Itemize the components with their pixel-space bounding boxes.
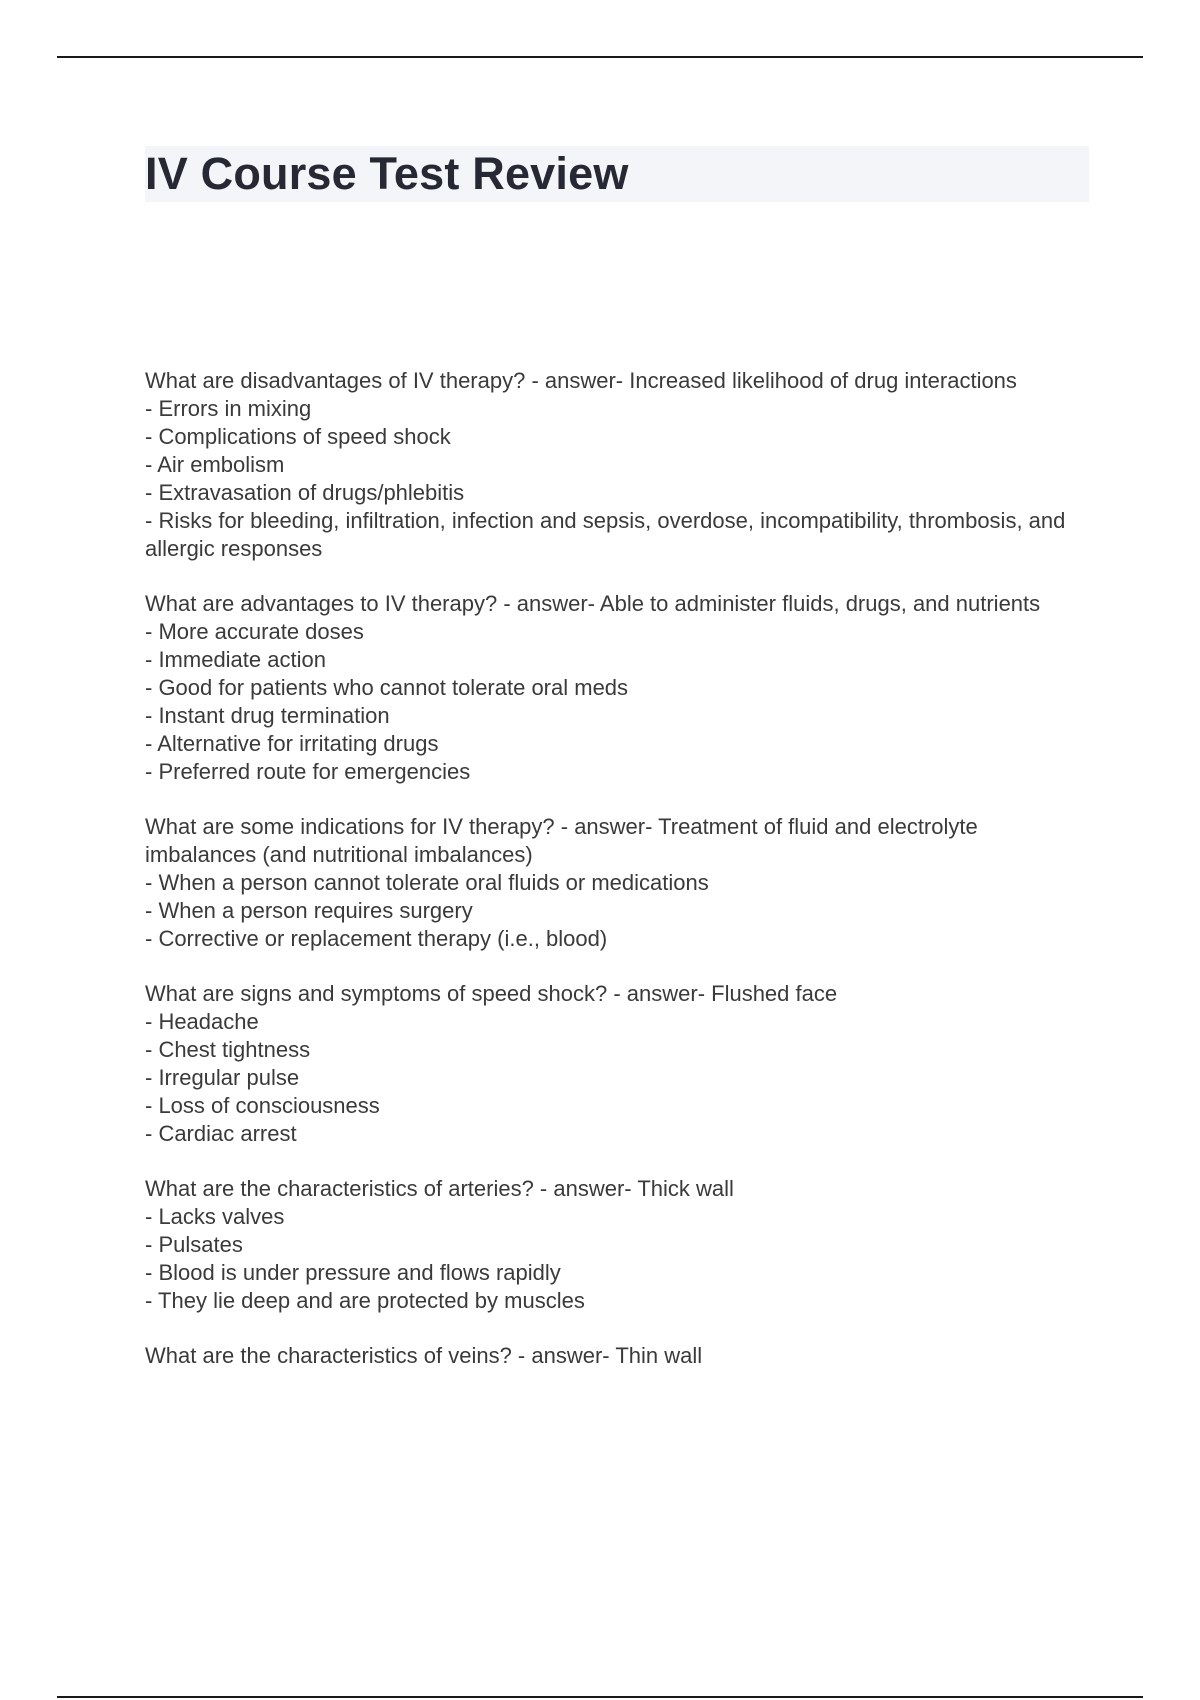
answer-item: - When a person cannot tolerate oral fluids or medications bbox=[145, 870, 709, 895]
answer-item: - Loss of consciousness bbox=[145, 1093, 380, 1118]
qa-block bbox=[145, 367, 1090, 563]
answer-item: - Blood is under pressure and flows rapidly bbox=[145, 1260, 561, 1285]
answer-item: - Air embolism bbox=[145, 452, 285, 477]
page-title: IV Course Test Review bbox=[145, 148, 629, 199]
qa-list bbox=[145, 367, 1090, 1397]
question: What are disadvantages of IV therapy? - answer- Increased likelihood of drug interactions bbox=[145, 368, 1017, 393]
top-rule bbox=[57, 56, 1143, 58]
answer-item: - Immediate action bbox=[145, 647, 326, 672]
answer-item: - Headache bbox=[145, 1009, 259, 1034]
answer-item: - Risks for bleeding, infiltration, infection and sepsis, overdose, incompatibility, thrombosis, and allergic responses bbox=[145, 508, 1066, 561]
answer-item: - Pulsates bbox=[145, 1232, 243, 1257]
answer-item: - Lacks valves bbox=[145, 1204, 285, 1229]
answer-item: - They lie deep and are protected by muscles bbox=[145, 1288, 585, 1313]
answer-item: - Good for patients who cannot tolerate oral meds bbox=[145, 675, 629, 700]
qa-block bbox=[145, 1342, 1090, 1370]
qa-block bbox=[145, 980, 1090, 1148]
answer-item: - Corrective or replacement therapy (i.e., blood) bbox=[145, 926, 608, 951]
answer-item: - Instant drug termination bbox=[145, 703, 390, 728]
question: What are the characteristics of veins? - answer- Thin wall bbox=[145, 1343, 703, 1368]
answer-item: - Chest tightness bbox=[145, 1037, 311, 1062]
answer-item: - Preferred route for emergencies bbox=[145, 759, 471, 784]
answer-item: - Complications of speed shock bbox=[145, 424, 451, 449]
answer-item: - More accurate doses bbox=[145, 619, 364, 644]
question: What are signs and symptoms of speed shock? - answer- Flushed face bbox=[145, 981, 838, 1006]
qa-block bbox=[145, 590, 1090, 786]
answer-item: - Extravasation of drugs/phlebitis bbox=[145, 480, 465, 505]
answer-item: - Alternative for irritating drugs bbox=[145, 731, 439, 756]
bottom-rule bbox=[57, 1696, 1143, 1698]
qa-block bbox=[145, 1175, 1090, 1315]
qa-block bbox=[145, 813, 1090, 953]
answer-item: - Errors in mixing bbox=[145, 396, 312, 421]
answer-item: - Irregular pulse bbox=[145, 1065, 300, 1090]
question: What are advantages to IV therapy? - answer- Able to administer fluids, drugs, and nutrients bbox=[145, 591, 1041, 616]
answer-item: - Cardiac arrest bbox=[145, 1121, 297, 1146]
question: What are the characteristics of arteries? - answer- Thick wall bbox=[145, 1176, 734, 1201]
answer-item: - When a person requires surgery bbox=[145, 898, 473, 923]
question: What are some indications for IV therapy? - answer- Treatment of fluid and electrolyte imbalances (and nutritional imbalances) bbox=[145, 814, 978, 867]
